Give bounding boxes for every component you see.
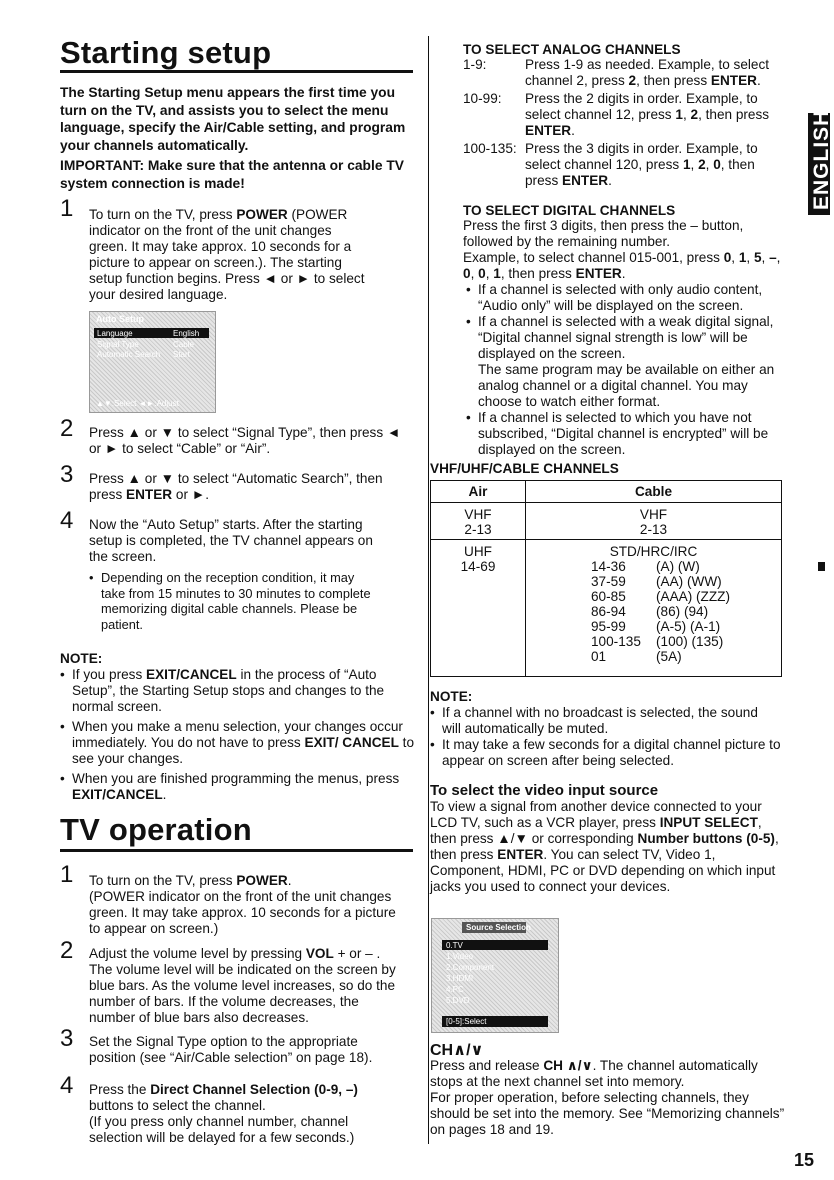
header-cable: Cable [526, 481, 782, 503]
cable-code: (100) (135) [656, 634, 724, 649]
text: , [776, 250, 781, 265]
uhf-cable-cell [526, 540, 782, 677]
cable-range: 86-94 [591, 604, 626, 619]
text: Press the [89, 1082, 151, 1097]
text: For proper operation, before selecting channels, they should be set into the memory. See “Memorizing channels” on pages 18 and 19. [430, 1090, 785, 1137]
header-air: Air [431, 481, 526, 503]
analog-row [463, 57, 793, 89]
text: Direct Channel Selection (0-9, –) [150, 1082, 358, 1097]
digital-bullet: • If a channel is selected to which you have not subscribed, “Digital channel is encrypted” will be displayed on the screen. [466, 410, 788, 458]
text: EXIT/ CANCEL [304, 735, 399, 750]
text: – [769, 250, 777, 265]
text: 2-13 [639, 522, 668, 537]
text: (If you press only channel number, channel selection will be delayed for a few seconds.) [89, 1114, 355, 1145]
text: Adjust the volume level by pressing [89, 946, 306, 961]
digital-body [463, 218, 793, 458]
vhf-cable-cell [526, 503, 782, 540]
text: 1 [682, 157, 691, 172]
cable-code: (5A) [656, 649, 682, 664]
text: . The channel automatically stops at the next channel set into memory. [430, 1058, 758, 1089]
step-number: 1 [60, 195, 74, 222]
important-note: IMPORTANT: Make sure that the antenna or cable TV system connection is made! [60, 158, 404, 191]
step-number: 4 [60, 1072, 74, 1099]
cable-code: (86) (94) [656, 604, 709, 619]
source-item: 1.Video [446, 952, 473, 961]
step-number: 2 [60, 415, 74, 442]
text: , [746, 250, 754, 265]
note-item: • If a channel with no broadcast is selected, the sound will automatically be muted. [430, 705, 772, 737]
text: Press the first 3 digits, then press the – button, followed by the remaining number. [463, 218, 744, 249]
note-item [60, 719, 415, 767]
digital-bullet-extra: The same program may be available on either an analog channel or a digital channel. You may choose to watch either format. [478, 362, 775, 409]
cable-range: 60-85 [591, 589, 626, 604]
english-side-tab [808, 109, 833, 215]
notes-list [430, 705, 790, 769]
text: VHF [639, 507, 668, 522]
title-rule [60, 849, 413, 852]
channel-table [430, 480, 782, 677]
text: , then press ▲/▼ or corresponding [430, 815, 762, 846]
row-search-label: Automatic Search [97, 350, 161, 359]
text: ENTER [525, 123, 572, 138]
text: 2 [690, 107, 699, 122]
text: , then press [525, 157, 755, 188]
text: . [287, 873, 292, 888]
table-header-row [431, 481, 782, 503]
note-item: • It may take a few seconds for a digital channel picture to appear on screen after being selected. [430, 737, 787, 769]
table-row [591, 649, 781, 664]
text: EXIT/CANCEL [146, 667, 237, 682]
text: , [485, 266, 494, 281]
text: , [682, 107, 691, 122]
row-signal-value: Cable [173, 340, 194, 349]
text: . [621, 266, 626, 281]
title-rule [60, 70, 413, 73]
text [525, 141, 780, 189]
text: Press and release [430, 1058, 544, 1073]
tv-step-2-text [89, 946, 407, 1026]
note-item [60, 771, 415, 803]
video-input-title: To select the video input source [430, 782, 659, 799]
margin-mark [818, 562, 825, 571]
text: , [690, 157, 699, 172]
step-4-text [89, 517, 389, 632]
digital-example [463, 250, 793, 282]
text: Example, to select channel 015-001, press [463, 250, 724, 265]
text: 1-9: [463, 57, 487, 72]
text: 0 [713, 157, 721, 172]
text: To turn on the TV, press [89, 873, 237, 888]
text: 5 [753, 250, 762, 265]
note-title: NOTE: [430, 689, 473, 704]
step-number: 3 [60, 1025, 74, 1052]
cable-range: 14-36 [591, 559, 626, 574]
step-2-text: Press ▲ or ▼ to select “Signal Type”, then press ◄ or ► to select “Cable” or “Air”. [89, 425, 401, 456]
source-item: 4.PC [446, 985, 464, 994]
cable-code: (A) (W) [656, 559, 700, 574]
auto-setup-screen [89, 311, 216, 413]
table-row [591, 589, 781, 604]
text: Press the 3 digits in order. Example, to select channel 120, press [525, 141, 758, 172]
text: INPUT SELECT [659, 815, 758, 830]
text: 2 [698, 157, 706, 172]
text: , then press [500, 266, 576, 281]
text: . [162, 787, 167, 802]
text: (POWER indicator on the front of the unit changes green. It may take approx. 10 seconds for a picture to appear on screen.). The starting setup function begins. Press ◄ or ► to select your desired language. [89, 207, 365, 302]
step-1-text [89, 207, 369, 303]
table-row [431, 503, 782, 540]
text: + or – . The volume level will be indicated on the screen by blue bars. As the volume level increases, so do the number of bars. If the volume decreases, the number of blue bars also decreases. [89, 946, 396, 1025]
text: , then press [430, 831, 779, 862]
text: 10-99: [463, 91, 502, 106]
video-input-body [430, 799, 790, 895]
text [430, 1058, 790, 1090]
table-row [591, 634, 781, 649]
step-number: 3 [60, 461, 74, 488]
text: If you press [72, 667, 147, 682]
analog-row [463, 141, 793, 189]
ch-title: CH∧/∨ [430, 1042, 484, 1059]
text: buttons to select the channel. [89, 1098, 266, 1113]
cable-code: (AAA) (ZZZ) [656, 589, 730, 604]
text: 14-69 [460, 559, 496, 574]
starting-setup-title: Starting setup [60, 35, 272, 70]
tv-step-3-text: Set the Signal Type option to the appropriate position (see “Air/Cable selection” on page 18). [89, 1034, 373, 1065]
source-item: 2.Component [446, 963, 495, 972]
text: Press 1-9 as needed. Example, to select channel 2, press [525, 57, 770, 88]
cable-rows [591, 559, 781, 664]
text: STD/HRC/IRC [609, 544, 698, 559]
table-row [591, 559, 781, 574]
intro-paragraph: The Starting Setup menu appears the first time you turn on the TV, and assists you to select the menu language, specify the Air/Cable setting, and program your channels automatically. [60, 85, 406, 153]
screen-title: Auto Setup [96, 314, 144, 324]
cable-code: (A-5) (A-1) [656, 619, 721, 634]
text: . [608, 173, 612, 188]
text: EXIT/CANCEL [72, 787, 163, 802]
text [525, 57, 770, 89]
text: , [705, 157, 714, 172]
step-number: 4 [60, 507, 74, 534]
cable-range: 95-99 [591, 619, 626, 634]
text: VHF [464, 507, 492, 522]
text: , [731, 250, 739, 265]
digital-title: TO SELECT DIGITAL CHANNELS [463, 203, 676, 218]
text: 100-135: [463, 141, 517, 156]
note-title: NOTE: [60, 651, 103, 666]
text: ENTER [497, 847, 544, 862]
text: . [571, 123, 575, 138]
source-selection-screen [431, 918, 559, 1033]
text: To view a signal from another device connected to your LCD TV, such as a VCR player, press [430, 799, 762, 830]
row-language-label: Language [97, 329, 133, 338]
page-number: 15 [794, 1150, 815, 1170]
cable-code: (AA) (WW) [656, 574, 722, 589]
row-search-value: Start [173, 350, 190, 359]
tv-operation-title: TV operation [60, 812, 252, 847]
text: VOL [305, 946, 334, 961]
table-row [431, 540, 782, 677]
step-number: 1 [60, 861, 74, 888]
text: When you are finished programming the menus, press [72, 771, 400, 786]
text: POWER [236, 873, 288, 888]
row-language-value: English [173, 329, 200, 338]
text: ENTER [575, 266, 622, 281]
text: 0 [463, 266, 471, 281]
text: To turn on the TV, press [89, 207, 237, 222]
step-3-text [89, 471, 409, 503]
text: 0 [723, 250, 732, 265]
digital-bullet: • If a channel is selected with a weak digital signal, “Digital channel signal strength is low” will be displayed on the screen. [466, 314, 788, 362]
screen-title: Source Selection [466, 923, 531, 932]
uhf-air-cell [431, 540, 526, 677]
table-row [591, 604, 781, 619]
row-signal-label: Signal Type [97, 340, 139, 349]
text: 0 [478, 266, 486, 281]
table-row [591, 619, 781, 634]
text: , [470, 266, 479, 281]
tv-step-1-text [89, 873, 399, 937]
source-item: 5.DVD [446, 996, 470, 1005]
analog-list [463, 57, 793, 189]
tv-step-4-text [89, 1082, 401, 1146]
text: 1 [675, 107, 683, 122]
text: ENTER [562, 173, 609, 188]
text: to see your changes. [72, 735, 415, 766]
text: POWER [236, 207, 288, 222]
source-item: 0.TV [446, 941, 463, 950]
note-item [60, 667, 415, 715]
step-4-bullet: • Depending on the reception condition, it may take from 15 minutes to 30 minutes to complete memorizing digital cable channels. Please be patient. [89, 570, 381, 632]
cable-range: 37-59 [591, 574, 626, 589]
text: UHF [464, 544, 492, 559]
step-number: 2 [60, 937, 74, 964]
ch-body [430, 1058, 790, 1138]
cable-range: 01 [591, 649, 607, 664]
source-item: 3.HDMI [446, 974, 474, 983]
screen-footer: [0-5]:Select [446, 1017, 487, 1026]
text: , [761, 250, 770, 265]
cable-range: 100-135 [591, 634, 641, 649]
digital-bullet: • If a channel is selected with only audio content, “Audio only” will be displayed on the screen. [466, 282, 788, 314]
screen-footer: ▲▼:Select ◄►:Adjust [96, 399, 179, 408]
vhf-air-cell [431, 503, 526, 540]
text: When you make a menu selection, your changes occur immediately. You do not have to press [72, 719, 403, 750]
text: 1 [493, 266, 501, 281]
analog-row [463, 91, 793, 139]
text: Now the “Auto Setup” starts. After the starting setup is completed, the TV channel appears on the screen. [89, 517, 373, 564]
text: Number buttons (0-5) [637, 831, 775, 846]
text: (POWER indicator on the front of the unit changes green. It may take approx. 10 seconds for a picture to appear on screen.) [89, 889, 396, 936]
text: 2-13 [464, 522, 492, 537]
text: . [756, 73, 761, 88]
text: , then press [636, 73, 711, 88]
text: CH ∧/∨ [543, 1058, 593, 1073]
text [525, 91, 770, 139]
text: ENTER [710, 73, 757, 88]
analog-title: TO SELECT ANALOG CHANNELS [463, 42, 681, 57]
table-row [591, 574, 781, 589]
text: Press ▲ or ▼ to select “Automatic Search”, then press [89, 471, 383, 502]
text: ENTER [126, 487, 173, 502]
notes-list [60, 667, 415, 803]
text: 1 [738, 250, 747, 265]
text: . You can select TV, Video 1, Component, HDMI, PC or DVD depending on which input jacks you used to connect your devices. [430, 847, 776, 894]
text: in the process of “Auto Setup”, the Starting Setup stops and changes to the normal screen. [72, 667, 385, 714]
text: 2 [628, 73, 637, 88]
text: Press the 2 digits in order. Example, to select channel 12, press [525, 91, 758, 122]
column-divider [428, 36, 429, 1144]
text: or ►. [172, 487, 209, 502]
vhf-title: VHF/UHF/CABLE CHANNELS [430, 461, 619, 476]
text: , then press [698, 107, 770, 122]
text: ENGLISH [810, 109, 833, 210]
